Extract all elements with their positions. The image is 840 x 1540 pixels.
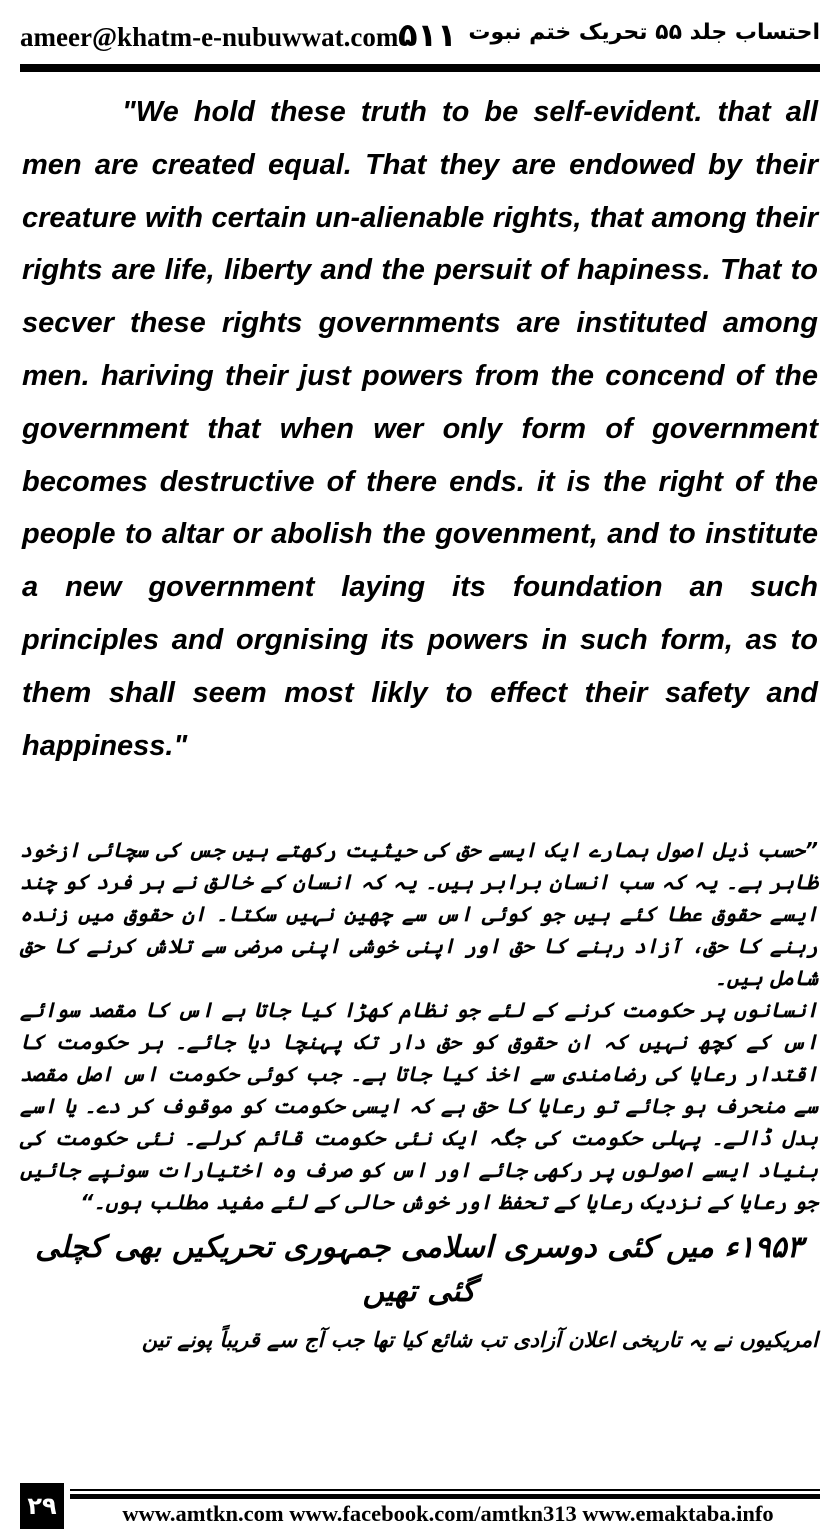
english-quote-block — [22, 86, 818, 772]
page-footer — [20, 1483, 820, 1533]
urdu-last-line: امریکیوں نے یہ تاریخی اعلان آزادی تب شائع کیا تھا جب آج سے قریباً پونے تین — [141, 1328, 818, 1352]
english-quote: "We hold these truth to be self-evident. that all men are created equal. That they are endowed by their creature with certain un-alienable rights, that among their rights are life, liberty and the persuit of hapiness. That to secver these rights governments are instituted among men. hariving their just powers from the concend of the government that when wer only form of government becomes destructive of there ends. it is the right of the people to altar or abolish the govenment, and to institute a new government laying its foundation an such principles and orgnising its powers in such form, as to them shall seem most likly to effect their safety and happiness." — [22, 96, 818, 762]
header-title: احتساب جلد ۵۵ تحریک ختم نبوت — [468, 20, 820, 45]
urdu-paragraph-2: انسانوں پر حکومت کرنے کے لئے جو نظام کھڑا کیا جاتا ہے اس کا مقصد سوائے اس کے کچھ نہیں کہ ان حقوق کو حق دار تک پہنچا دیا جائے۔ ہر حکومت کا اقتدار رعایا کی رضامندی سے اخذ کیا جاتا ہے۔ جب کوئی حکومت اس اصل مقصد سے منحرف ہو جائے تو رعایا کا حق ہے کہ ایسی حکومت کو موقوف کر دے۔ یا اسے بدل ڈالے۔ پہلی حکومت کی جگہ ایک نئی حکومت قائم کرلے۔ نئی حکومت کی بنیاد ایسے اصولوں پر رکھی جائے اور اس کو صرف وہ اختیارات سونپے جائیں جو رعایا کے نزدیک رعایا کے تحفظ اور خوش حالی کے لئے مفید مطلب ہوں۔“ — [20, 998, 818, 1214]
urdu-section-heading: ۱۹۵۳ء میں کئی دوسری اسلامی جمہوری تحریکیں بھی کچلی گئی تھیں — [35, 1230, 803, 1309]
urdu-paragraph-1: ”حسب ذیل اصول ہمارے ایک ایسے حق کی حیثیت رکھتے ہیں جس کی سچائی ازخود ظاہر ہے۔ یہ کہ سب انسان برابر ہیں۔ یہ کہ انسان کے خالق نے ہر فرد کو چند ایسے حقوق عطا کئے ہیں جو کوئی اس سے چھین نہیں سکتا۔ ان حقوق میں زندہ رہنے کا حق، آزاد رہنے کا حق اور اپنی خوشی اپنی مرضی سے تلاش کرنے کا حق شامل ہیں۔ — [20, 838, 818, 990]
header-rule — [20, 64, 820, 72]
footer-rule-thin — [70, 1489, 820, 1491]
footer-page-number: ۲۹ — [20, 1483, 64, 1529]
footer-links: www.amtkn.com www.facebook.com/amtkn313 www.emaktaba.info — [122, 1501, 774, 1526]
header-page-number: ۵۱۱ — [398, 16, 457, 54]
header-email: ameer@khatm-e-nubuwwat.com — [20, 22, 399, 52]
urdu-text-block — [20, 834, 818, 1360]
page-header — [20, 14, 820, 62]
